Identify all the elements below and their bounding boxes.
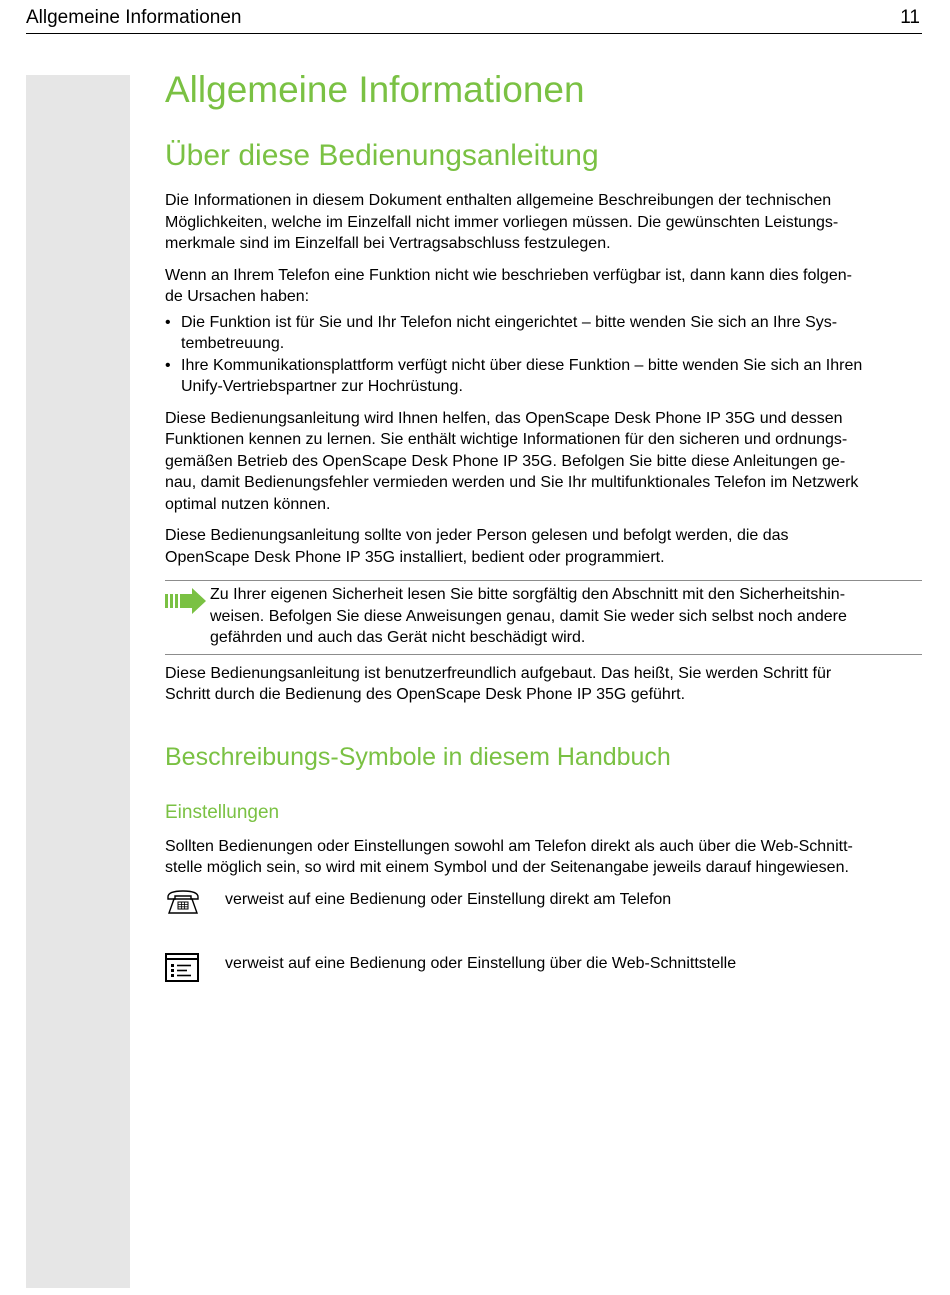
line: Schritt durch die Bedienung des OpenScape Desk Phone IP 35G geführt. (165, 686, 686, 703)
symbol-row-phone (165, 889, 922, 953)
line: Die Informationen in diesem Dokument enthalten allgemeine Beschreibungen der technischen (165, 192, 832, 209)
paragraph-4 (165, 525, 922, 568)
bullet-list (165, 312, 922, 398)
paragraph-1 (165, 190, 922, 255)
symbol-description: verweist auf eine Bedienung oder Einstellung direkt am Telefon (225, 890, 672, 908)
list-item (165, 312, 922, 355)
line: de Ursachen haben: (165, 288, 310, 305)
chapter-title: Allgemeine Informationen (165, 69, 585, 110)
running-header (26, 0, 922, 34)
bullet-icon: • (165, 313, 171, 331)
line: gemäßen Betrieb des OpenScape Desk Phone IP 35G. Befolgen Sie bitte diese Anleitungen ge- (165, 452, 846, 470)
line: Unify-Vertriebspartner zur Hochrüstung. (181, 378, 463, 395)
line: tembetreuung. (181, 335, 285, 352)
note-text (210, 584, 922, 649)
line: Funktionen kennen zu lernen. Sie enthält wichtige Informationen für den sicheren und ordnungs- (165, 431, 848, 448)
line: Zu Ihrer eigenen Sicherheit lesen Sie bitte sorgfältig den Abschnitt mit den Sicherheitshin- (210, 586, 846, 603)
line: Ihre Kommunikationsplattform verfügt nicht über diese Funktion – bitte wenden Sie sich an Ihren (181, 356, 863, 374)
line: Diese Bedienungsanleitung ist benutzerfreundlich aufgebaut. Das heißt, Sie werden Schritt für (165, 664, 832, 682)
safety-note (165, 580, 922, 655)
margin-strip (26, 75, 130, 1288)
phone-icon (165, 889, 201, 915)
line: Diese Bedienungsanleitung sollte von jeder Person gelesen und befolgt werden, die das (165, 527, 789, 544)
subsection-title: Einstellungen (165, 801, 280, 823)
list-item (165, 355, 922, 398)
symbol-row-web (165, 953, 922, 993)
line: gefährden und auch das Gerät nicht beschädigt wird. (210, 629, 586, 646)
paragraph-3 (165, 408, 922, 516)
line: optimal nutzen können. (165, 495, 331, 513)
line: weisen. Befolgen Sie diese Anweisungen genau, damit Sie weder sich selbst noch andere (210, 607, 847, 625)
symbol-description: verweist auf eine Bedienung oder Einstellung über die Web-Schnittstelle (225, 954, 737, 972)
paragraph-5 (165, 663, 922, 706)
web-interface-icon (165, 953, 199, 983)
line: OpenScape Desk Phone IP 35G installiert, bedient oder programmiert. (165, 548, 665, 566)
line: Möglichkeiten, welche im Einzelfall nicht immer vorliegen müssen. Die gewünschten Leistungs- (165, 213, 839, 231)
note-arrow-icon (165, 588, 207, 614)
line: merkmale sind im Einzelfall bei Vertragsabschluss festzulegen. (165, 235, 611, 252)
page-number: 11 (900, 7, 920, 28)
paragraph-2 (165, 265, 922, 308)
bullet-icon: • (165, 356, 171, 374)
line: Diese Bedienungsanleitung wird Ihnen helfen, das OpenScape Desk Phone IP 35G und dessen (165, 409, 843, 427)
paragraph-6 (165, 836, 922, 879)
line: nau, damit Bedienungsfehler vermieden werden und Sie Ihr multifunktionales Telefon im Netzwerk (165, 474, 859, 491)
main-content (165, 60, 922, 993)
line: Die Funktion ist für Sie und Ihr Telefon nicht eingerichtet – bitte wenden Sie sich an Ihre Sys- (181, 313, 838, 331)
line: stelle möglich sein, so wird mit einem Symbol und der Seitenangabe jeweils darauf hingewiesen. (165, 859, 849, 876)
running-header-title: Allgemeine Informationen (26, 7, 242, 28)
line: Sollten Bedienungen oder Einstellungen sowohl am Telefon direkt als auch über die Web-Schnitt- (165, 837, 853, 855)
line: Wenn an Ihrem Telefon eine Funktion nicht wie beschrieben verfügbar ist, dann kann dies folgen- (165, 266, 852, 284)
section-title: Beschreibungs-Symbole in diesem Handbuch (165, 742, 671, 771)
section-title: Über diese Bedienungsanleitung (165, 139, 599, 172)
